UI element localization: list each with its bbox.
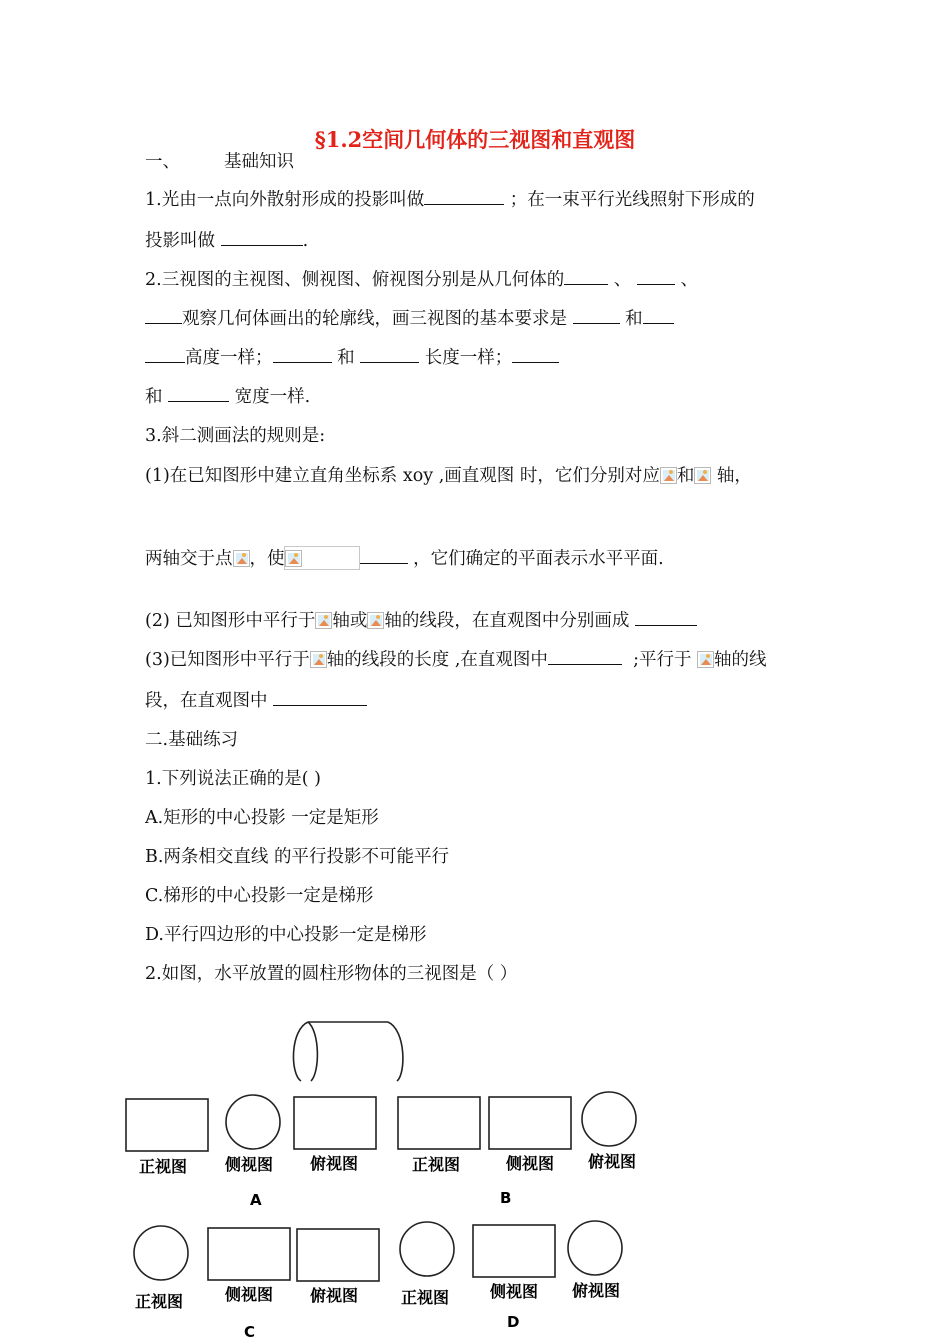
view-label: 正视图 bbox=[401, 1288, 450, 1307]
view-label: 俯视图 bbox=[310, 1154, 359, 1173]
option-label-a: A bbox=[250, 1191, 262, 1209]
view-label: 侧视图 bbox=[225, 1285, 274, 1304]
q1-line2: 投影叫做 . bbox=[145, 231, 309, 251]
option-d-front-circle bbox=[400, 1222, 454, 1276]
option-b-side-rect bbox=[489, 1097, 571, 1149]
view-label: 侧视图 bbox=[490, 1282, 539, 1301]
option-c-front-circle bbox=[134, 1226, 188, 1280]
q3-rule1: (1)在已知图形中建立直角坐标系 xoy ,画直观图 时，它们分别对应 和 轴， bbox=[145, 466, 752, 486]
option-label-b: B bbox=[500, 1189, 512, 1207]
q2-line2: 观察几何体画出的轮廓线，画三视图的基本要求是 和 bbox=[145, 307, 674, 331]
q2-line1: 2.三视图的主视图、侧视图、俯视图分别是从几何体的 、 、 bbox=[145, 270, 698, 290]
exercise-1-option-b[interactable]: B.两条相交直线 的平行投影不可能平行 bbox=[145, 847, 449, 867]
exercise-1-option-d[interactable]: D.平行四边形的中心投影一定是梯形 bbox=[145, 925, 427, 945]
q3-intro: 3.斜二测画法的规则是: bbox=[145, 426, 326, 446]
cylinder-drawing bbox=[293, 1022, 402, 1081]
view-label: 侧视图 bbox=[225, 1155, 274, 1174]
section-heading-2: 二.基础练习 bbox=[145, 730, 239, 750]
option-c-side-rect bbox=[208, 1228, 290, 1280]
exercise-1-stem: 1.下列说法正确的是( ) bbox=[145, 769, 321, 789]
view-label: 侧视图 bbox=[506, 1154, 555, 1173]
q3-rule3: (3)已知图形中平行于 轴的线段的长度 ,在直观图中 ;平行于 轴的线 bbox=[145, 650, 767, 670]
q1-line1: 1.光由一点向外散射形成的投影叫做 ；在一束平行光线照射下形成的 bbox=[145, 190, 755, 210]
q3-rule2: (2) 已知图形中平行于 轴或 轴的线段，在直观图中分别画成 bbox=[145, 609, 697, 633]
image-placeholder-icon bbox=[285, 550, 302, 567]
option-d-side-rect bbox=[473, 1225, 555, 1277]
section-title: 基础知识 bbox=[224, 152, 294, 172]
option-a-side-circle bbox=[226, 1095, 280, 1149]
q3-rule1-cont: 两轴交于点 ，使 ，它们确定的平面表示水平平面. bbox=[145, 546, 664, 571]
view-label: 俯视图 bbox=[588, 1152, 637, 1171]
option-a-front-rect bbox=[126, 1099, 208, 1151]
option-d-top-circle bbox=[568, 1221, 622, 1275]
q3-rule3-cont: 段，在直观图中 bbox=[145, 689, 367, 713]
option-label-d: D bbox=[507, 1313, 520, 1331]
exercise-2-stem: 2.如图，水平放置的圆柱形物体的三视图是（ ） bbox=[145, 964, 518, 984]
section-number: 一、 bbox=[145, 152, 180, 172]
view-label: 正视图 bbox=[412, 1155, 461, 1174]
view-label: 俯视图 bbox=[572, 1281, 621, 1300]
option-c-top-rect bbox=[297, 1229, 379, 1281]
option-label-c: C bbox=[244, 1323, 256, 1341]
view-label: 俯视图 bbox=[310, 1286, 359, 1305]
q2-line3: 高度一样； 和 长度一样； bbox=[145, 346, 559, 370]
option-a-top-rect bbox=[294, 1097, 376, 1149]
page-title: §1.2空间几何体的三视图和直观图 bbox=[314, 127, 636, 152]
view-label: 正视图 bbox=[139, 1157, 188, 1176]
q2-line4: 和 宽度一样. bbox=[145, 387, 311, 407]
exercise-1-option-c[interactable]: C.梯形的中心投影一定是梯形 bbox=[145, 886, 374, 906]
view-label: 正视图 bbox=[135, 1292, 184, 1311]
exercise-1-option-a[interactable]: A.矩形的中心投影 一定是矩形 bbox=[145, 808, 379, 828]
option-b-top-circle bbox=[582, 1092, 636, 1146]
option-b-front-rect bbox=[398, 1097, 480, 1149]
